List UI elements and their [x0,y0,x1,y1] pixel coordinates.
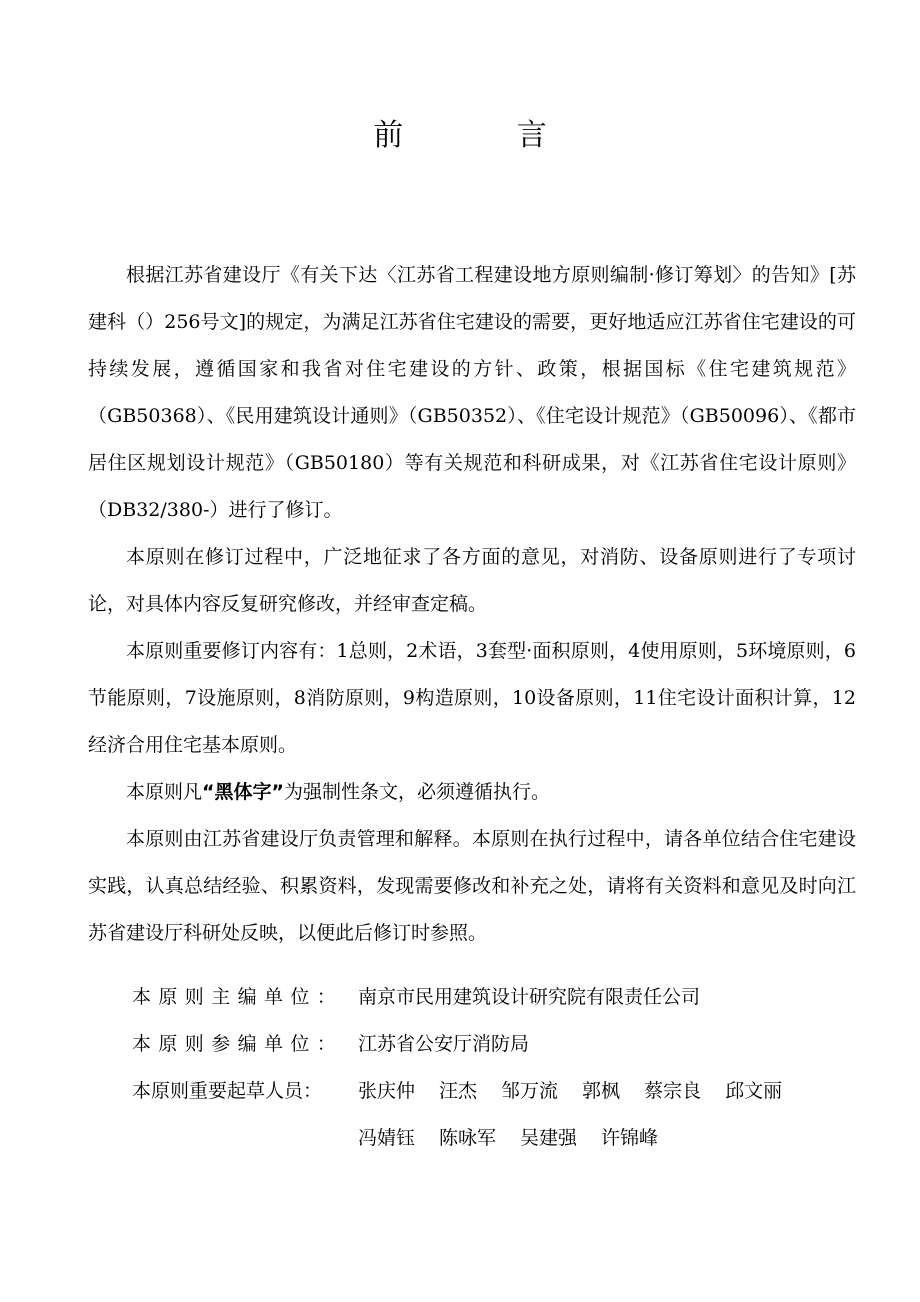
mandatory-bold-phrase: “黑体字” [202,781,284,803]
participant-label: 本原则参编单位： [132,1033,344,1055]
paragraph-revision-content: 本原则重要修订内容有：1总则，2术语，3套型·面积原则，4使用原则，5环境原则，6节能原则，7设施原则，8消防原则，9构造原则，10设备原则，11住宅设计面积计算，12经济合用住宅基本原则。 [88,640,856,756]
chief-editor-label: 本原则主编单位： [132,986,344,1008]
drafter-name: 汪杰 [439,1080,478,1102]
chief-editor-value: 南京市民用建筑设计研究院有限责任公司 [358,986,701,1008]
drafter-name: 张庆仲 [358,1080,416,1102]
drafter-name: 郭枫 [582,1080,621,1102]
credits-section [132,974,872,1162]
mandatory-suffix: 为强制性条文，必须遵循执行。 [284,781,551,803]
drafter-name: 邱文丽 [725,1080,783,1102]
drafter-name: 陈咏军 [439,1127,497,1149]
page-title: 前 言 [373,118,599,153]
preface-body [88,252,856,957]
drafter-name: 邹万流 [501,1080,559,1102]
chief-editor-row [132,974,872,1021]
mandatory-prefix: 本原则凡 [126,781,203,803]
participant-value: 江苏省公安厅消防局 [358,1033,530,1055]
drafter-name: 吴建强 [520,1127,578,1149]
paragraph-revision-process: 本原则在修订过程中，广泛地征求了各方面的意见，对消防、设备原则进行了专项讨论，对具体内容反复研究修改，并经审查定稿。 [88,546,856,615]
paragraph-management: 本原则由江苏省建设厅负责管理和解释。本原则在执行过程中，请各单位结合住宅建设实践，认真总结经验、积累资料，发现需要修改和补充之处，请将有关资料和意见及时向江苏省建设厅科研处反映，以便此后修订时参照。 [88,828,856,944]
drafters-line-1 [358,1068,872,1115]
drafter-name: 蔡宗良 [644,1080,702,1102]
drafters-line-2 [132,1115,872,1162]
drafter-name: 许锦峰 [601,1127,659,1149]
participant-row [132,1021,872,1068]
paragraph-mandatory [88,769,856,816]
drafters-label: 本原则重要起草人员： [132,1080,323,1102]
drafters-row [132,1068,872,1115]
drafter-name: 冯婧钰 [358,1127,416,1149]
paragraph-basis: 根据江苏省建设厅《有关下达〈江苏省工程建设地方原则编制·修订筹划〉的告知》[苏建科（）256号文]的规定，为满足江苏省住宅建设的需要，更好地适应江苏省住宅建设的可持续发展，遵循国家和我省对住宅建设的方针、政策，根据国标《住宅建筑规范》（GB50368）、《民用建筑设计通则》（GB50352）、《住宅设计规范》（GB50096）、《都市居住区规划设计规范》（GB50180）等有关规范和科研成果，对《江苏省住宅设计原则》（DB32/380-）进行了修订。 [88,264,856,521]
